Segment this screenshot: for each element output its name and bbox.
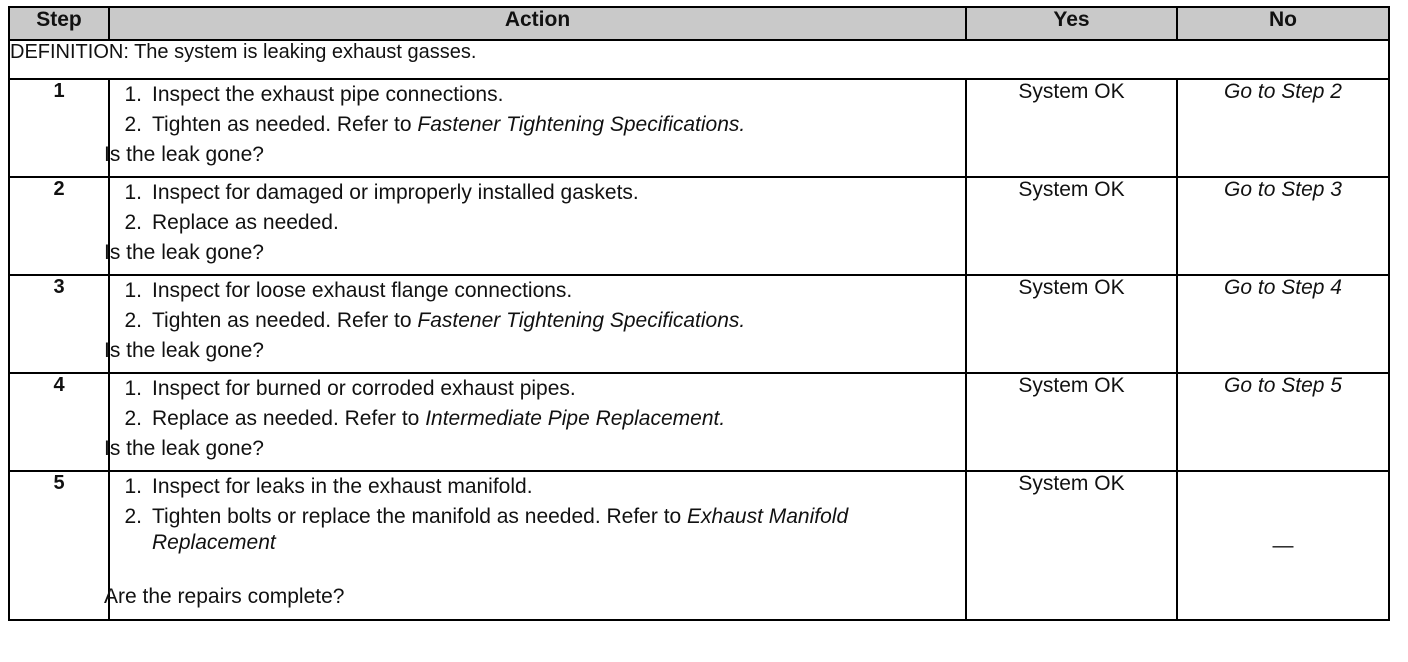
item-text (152, 502, 965, 556)
diagnostic-table (8, 6, 1390, 621)
list-item (110, 110, 965, 140)
item-text-main: Tighten as needed. Refer to (152, 113, 418, 136)
item-text-main: Inspect for leaks in the exhaust manifold. (152, 475, 533, 498)
item-text-main: Tighten bolts or replace the manifold as needed. Refer to (152, 505, 688, 528)
step-question: Is the leak gone? (104, 143, 264, 166)
action-cell (104, 177, 966, 275)
list-item (110, 306, 965, 336)
step-number: 2 (9, 177, 109, 275)
step-number: 1 (9, 79, 109, 177)
list-item (110, 502, 965, 556)
item-number: 1. (124, 475, 142, 498)
item-text (152, 404, 965, 434)
item-text (152, 306, 965, 336)
header-action: Action (109, 7, 966, 40)
header-no: No (1177, 7, 1389, 40)
table-row (9, 373, 1389, 471)
step-question: Is the leak gone? (104, 241, 264, 264)
list-item (110, 80, 965, 110)
yes-result: System OK (966, 79, 1177, 177)
action-cell (104, 79, 966, 177)
item-number: 2. (124, 309, 142, 332)
item-text-main: Inspect for burned or corroded exhaust pipes. (152, 377, 576, 400)
no-result: — (1177, 471, 1389, 620)
item-reference: Fastener Tightening Specifications. (417, 113, 746, 136)
list-item (110, 374, 965, 404)
item-number: 2. (124, 211, 142, 234)
item-number: 2. (124, 407, 142, 430)
step-question: Is the leak gone? (104, 437, 264, 460)
yes-result: System OK (966, 373, 1177, 471)
item-text-main: Replace as needed. Refer to (152, 407, 426, 430)
item-text-main: Inspect for damaged or improperly installed gaskets. (152, 181, 639, 204)
definition-row (9, 40, 1389, 79)
item-text (152, 208, 965, 238)
item-text (152, 110, 965, 140)
item-number: 1. (124, 377, 142, 400)
step-question: Is the leak gone? (104, 339, 264, 362)
no-result: Go to Step 3 (1177, 177, 1389, 275)
table-row (9, 79, 1389, 177)
item-text-main: Tighten as needed. Refer to (152, 309, 418, 332)
table-row (9, 275, 1389, 373)
list-item (110, 276, 965, 306)
definition-text: DEFINITION: The system is leaking exhaust gasses. (9, 40, 1389, 79)
item-number: 1. (124, 279, 142, 302)
item-text (152, 374, 965, 404)
item-text-main: Replace as needed. (152, 211, 339, 234)
list-item (110, 404, 965, 434)
item-number: 2. (124, 113, 142, 136)
item-reference: Intermediate Pipe Replacement. (425, 407, 726, 430)
no-result: Go to Step 2 (1177, 79, 1389, 177)
item-text (152, 80, 965, 110)
action-cell (104, 373, 966, 471)
step-number: 4 (9, 373, 109, 471)
header-row (9, 7, 1389, 40)
yes-result: System OK (966, 275, 1177, 373)
table-row (9, 177, 1389, 275)
list-item (110, 472, 965, 502)
item-number: 1. (124, 83, 142, 106)
item-text (152, 276, 965, 306)
item-reference: Exhaust Manifold Replacement (152, 505, 849, 554)
yes-result: System OK (966, 177, 1177, 275)
item-number: 2. (124, 505, 142, 528)
header-step: Step (9, 7, 109, 40)
step-number: 5 (9, 471, 109, 620)
action-cell (104, 275, 966, 373)
list-item (110, 208, 965, 238)
no-result: Go to Step 5 (1177, 373, 1389, 471)
step-question: Are the repairs complete? (104, 585, 345, 608)
no-result: Go to Step 4 (1177, 275, 1389, 373)
step-number: 3 (9, 275, 109, 373)
item-number: 1. (124, 181, 142, 204)
item-text-main: Inspect for loose exhaust flange connections. (152, 279, 573, 302)
table-row (9, 471, 1389, 620)
action-cell (104, 471, 966, 620)
item-text-main: Inspect the exhaust pipe connections. (152, 83, 504, 106)
list-item (110, 178, 965, 208)
item-text (152, 472, 965, 502)
yes-result: System OK (966, 471, 1177, 620)
header-yes: Yes (966, 7, 1177, 40)
item-text (152, 178, 965, 208)
item-reference: Fastener Tightening Specifications. (417, 309, 746, 332)
